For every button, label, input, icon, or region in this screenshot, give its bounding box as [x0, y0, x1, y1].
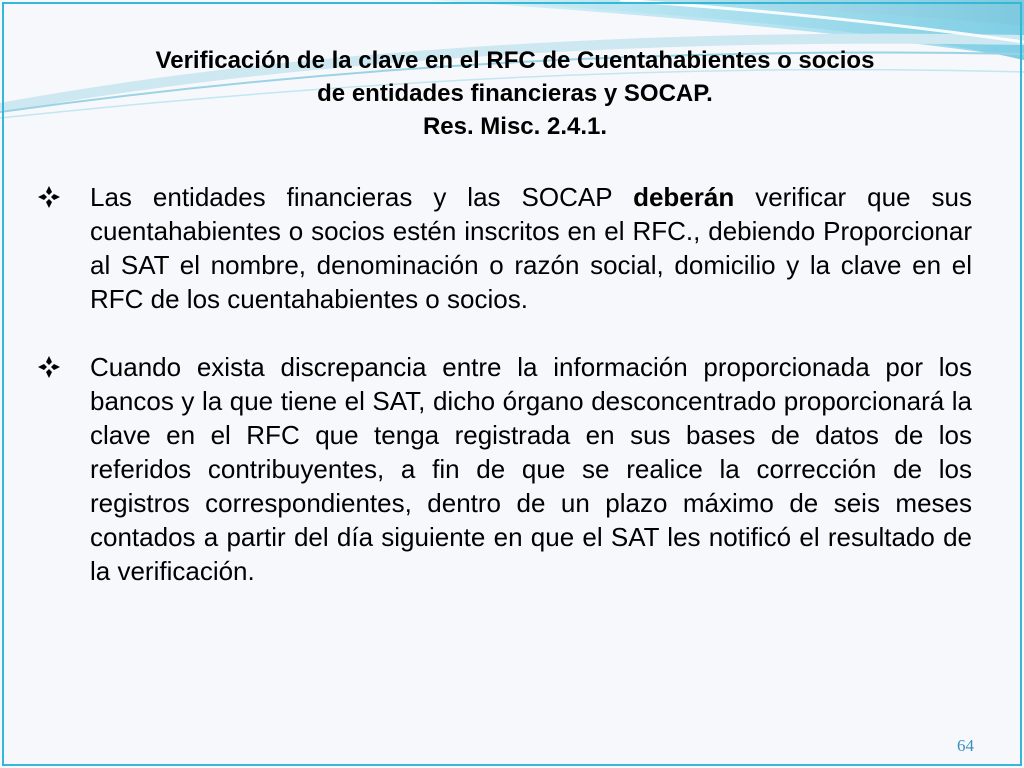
- bullet-text-bold: deberán: [633, 182, 735, 212]
- slide-title: [60, 44, 970, 143]
- bullet-text-after: verificar que sus cuentahabientes o socios estén inscritos en el RFC., debiendo Proporcionar al SAT el nombre, denominación o razón social, domicilio y la clave en el RFC de los cuentahabientes o socios.: [90, 182, 972, 314]
- page-number: 64: [957, 736, 974, 755]
- bullet-item: [36, 180, 972, 316]
- title-line-2: de entidades financieras y SOCAP.: [317, 80, 713, 107]
- bullet-text-before: Las entidades financieras y las SOCAP: [90, 182, 634, 212]
- bullet-list: [36, 180, 972, 588]
- bullet-text: [90, 352, 972, 586]
- title-line-1: Verificación de la clave en el RFC de Cuentahabientes o socios: [155, 47, 875, 74]
- bullet-text-before: Cuando exista discrepancia entre la información proporcionada por los bancos y la que tiene el SAT, dicho órgano desconcentrado proporcionará la clave en el RFC que tenga registrada en sus bases de datos de los referidos contribuyentes, a fin de que se realice la corrección de los registros correspondientes, dentro de un plazo máximo de seis meses contados a partir del día siguiente en que el SAT les notificó el resultado de la verificación.: [90, 352, 972, 586]
- bullet-item: [36, 350, 972, 588]
- bullet-text: [90, 182, 972, 314]
- title-line-3: Res. Misc. 2.4.1.: [422, 113, 608, 140]
- diamond-clover-bullet-icon: [36, 184, 62, 210]
- diamond-clover-bullet-icon: [36, 354, 62, 380]
